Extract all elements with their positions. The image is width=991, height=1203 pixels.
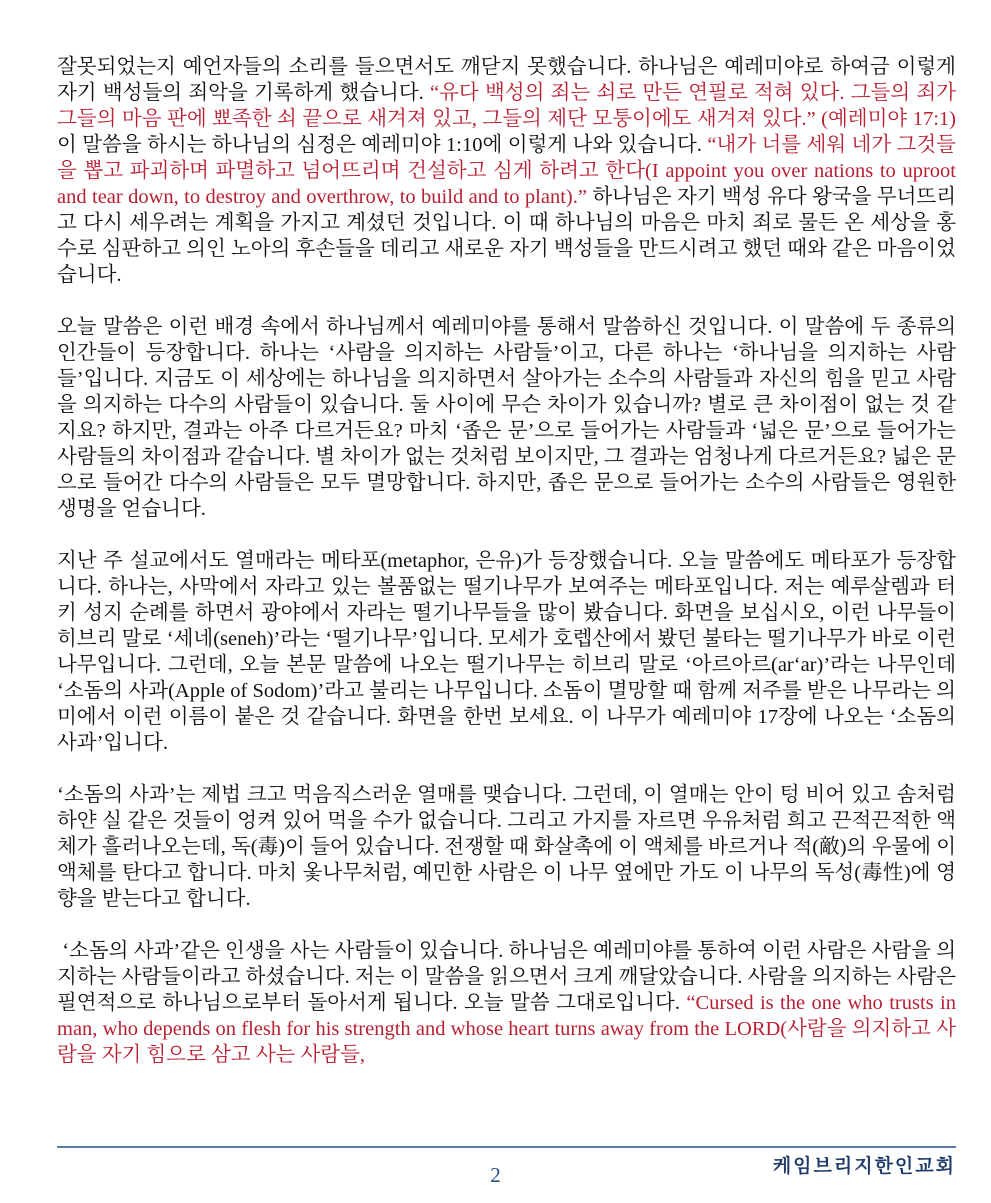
text-run: “Cursed is the one who trusts in man, who depends on flesh for his strength and whose heart turns away from the LORD(사람을 의지하고 사람을 자기 힘으로 삼고 사는 사람들,	[57, 992, 956, 1066]
text-run: “내가 너를 세워 네가 그것들을 뽑고 파괴하며 파멸하고 넘어뜨리며 건설하고 심게 하려고 한다(I appoint you over nations to uproot and tear down, to destroy and overthrow, to build and to plant).”	[57, 134, 956, 208]
text-run: 지난 주 설교에서도 열매라는 메타포(metaphor, 은유)가 등장했습니다. 오늘 말씀에도 메타포가 등장합니다. 하나는, 사막에서 자라고 있는 볼품없는 떨기나무가 보여주는 메타포입니다. 저는 예루살렘과 터키 성지 순례를 하면서 광야에서 자라는 떨기나무들을 많이 봤습니다. 화면을 보십시오, 이런 나무들이 히브리 말로 ‘세네(seneh)’라는 ‘떨기나무’입니다. 모세가 호렙산에서 봤던 불타는 떨기나무가 바로 이런 나무입니다. 그런데, 오늘 본문 말씀에 나오는 떨기나무는 히브리 말로 ‘아르아르(ar‘ar)’라는 나무인데 ‘소돔의 사과(Apple of Sodom)’라고 불리는 나무입니다. 소돔이 멸망할 때 함께 저주를 받은 나무라는 의미에서 이런 이름이 붙은 것 같습니다. 화면을 한번 보세요. 이 나무가 예레미야 17장에 나오는 ‘소돔의 사과’입니다.	[57, 550, 956, 754]
text-run: “유다 백성의 죄는 쇠로 만든 연필로 적혀 있다. 그들의 죄가 그들의 마음 판에 뾰족한 쇠 끝으로 새겨져 있고, 그들의 제단 모퉁이에도 새겨져 있다.” (예레미야 17:1)	[57, 82, 956, 130]
sermon-body	[57, 54, 956, 1068]
text-run: ‘소돔의 사과’는 제법 크고 먹음직스러운 열매를 맺습니다. 그런데, 이 열매는 안이 텅 비어 있고 솜처럼 하얀 실 같은 것들이 엉켜 있어 먹을 수가 없습니다. 그리고 가지를 자르면 우유처럼 희고 끈적끈적한 액체가 흘러나오는데, 독(毒)이 들어 있습니다. 전쟁할 때 화살촉에 이 액체를 바르거나 적(敵)의 우물에 이 액체를 탄다고 합니다. 마치 옻나무처럼, 예민한 사람은 이 나무 옆에만 가도 이 나무의 독성(毒性)에 영향을 받는다고 합니다.	[57, 784, 956, 910]
paragraph	[57, 314, 956, 522]
text-run: ‘소돔의 사과’같은 인생을 사는 사람들이 있습니다. 하나님은 예레미야를 통하여 이런 사람은 사람을 의지하는 사람들이라고 하셨습니다. 저는 이 말씀을 읽으면서 크게 깨달았습니다. 사람을 의지하는 사람은 필연적으로 하나님으로부터 돌아서게 됩니다. 오늘 말씀 그대로입니다.	[57, 940, 956, 1014]
text-run: 잘못되었는지 예언자들의 소리를 들으면서도 깨닫지 못했습니다. 하나님은 예레미야로 하여금 이렇게 자기 백성들의 죄악을 기록하게 했습니다.	[57, 56, 956, 104]
text-run: 하나님은 자기 백성 유다 왕국을 무너뜨리고 다시 세우려는 계획을 가지고 계셨던 것입니다. 이 때 하나님의 마음은 마치 죄로 물든 온 세상을 홍수로 심판하고 의인 노아의 후손들을 데리고 새로운 자기 백성들을 만드시려고 했던 때와 같은 마음이었습니다.	[57, 186, 956, 286]
footer-church-name: 케임브리지한인교회	[772, 1156, 956, 1177]
paragraph	[57, 782, 956, 912]
page-number: 2	[490, 1163, 501, 1187]
paragraph	[57, 548, 956, 756]
text-run: 오늘 말씀은 이런 배경 속에서 하나님께서 예레미야를 통해서 말씀하신 것입니다. 이 말씀에 두 종류의 인간들이 등장합니다. 하나는 ‘사람을 의지하는 사람들’이고, 다른 하나는 ‘하나님을 의지하는 사람들’입니다. 지금도 이 세상에는 하나님을 의지하면서 살아가는 소수의 사람들과 자신의 힘을 믿고 사람을 의지하는 다수의 사람들이 있습니다. 둘 사이에 무슨 차이가 있습니까? 별로 큰 차이점이 없는 것 같지요? 하지만, 결과는 아주 다르거든요? 마치 ‘좁은 문’으로 들어가는 사람들과 ‘넓은 문’으로 들어가는 사람들의 차이점과 같습니다. 별 차이가 없는 것처럼 보이지만, 그 결과는 엄청나게 다르거든요? 넓은 문으로 들어간 다수의 사람들은 모두 멸망합니다. 하지만, 좁은 문으로 들어가는 소수의 사람들은 영원한 생명을 얻습니다.	[57, 316, 956, 520]
footer-divider	[57, 1146, 956, 1148]
paragraph	[57, 54, 956, 288]
text-run: 이 말씀을 하시는 하나님의 심정은 예레미야 1:10에 이렇게 나와 있습니다.	[57, 134, 708, 156]
paragraph	[57, 938, 956, 1068]
